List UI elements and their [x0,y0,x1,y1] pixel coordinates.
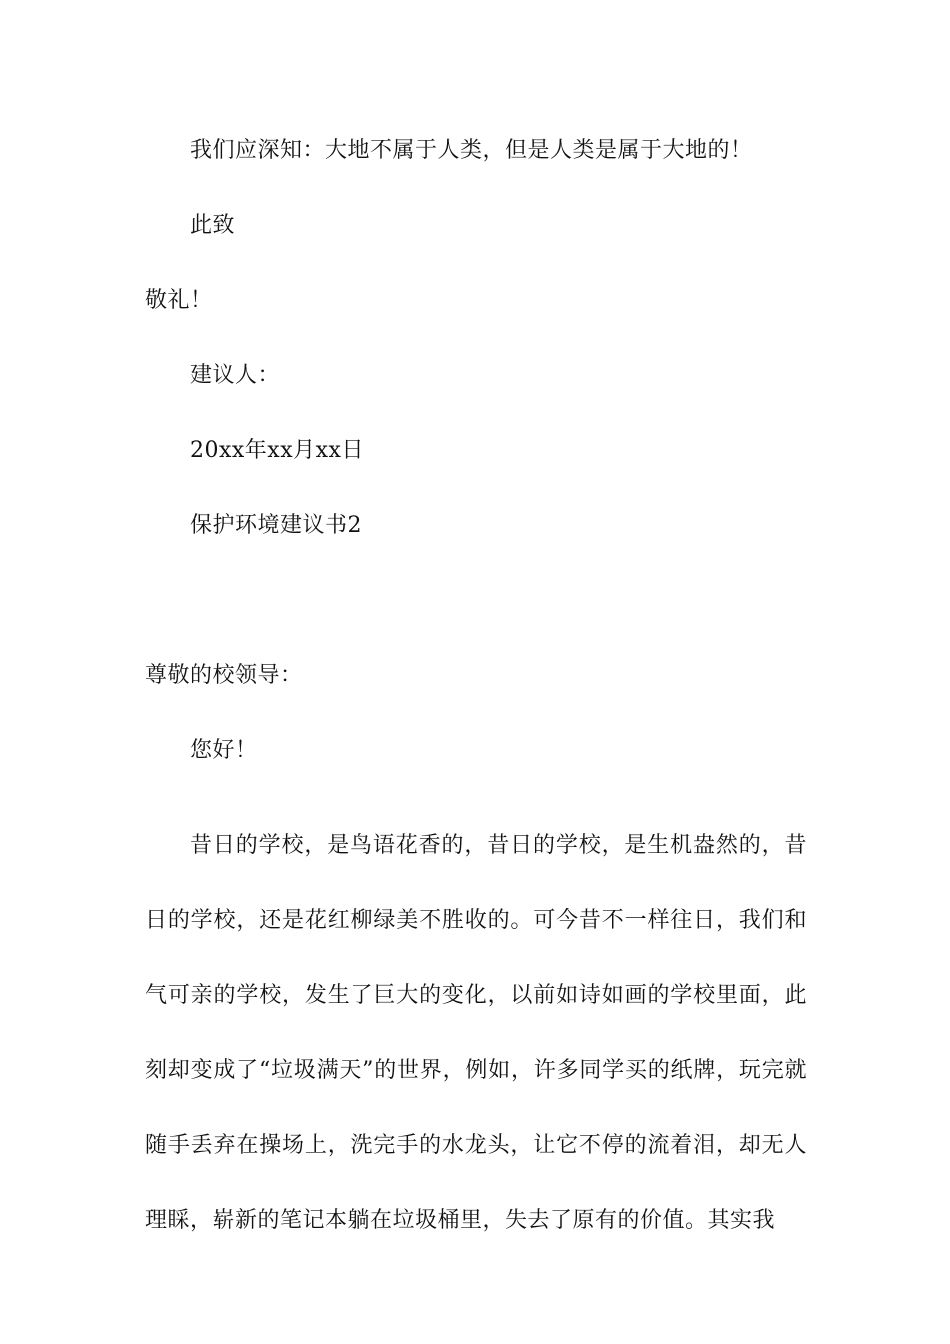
body-paragraph: 昔日的学校，是鸟语花香的，昔日的学校，是生机盎然的，昔日的学校，还是花红柳绿美不胜收的。可今昔不一样往日，我们和气可亲的学校，发生了巨大的变化，以前如诗如画的学校里面，此刻却变成了“垃圾满天”的世界，例如，许多同学买的纸牌，玩完就随手丢弃在操场上，洗完手的水龙头，让它不停的流着泪，却无人理睬，崭新的笔记本躺在垃圾桶里，失去了原有的价值。其实我 [145,833,807,1233]
closing-statement: 我们应深知：大地不属于人类，但是人类是属于大地的！ [190,138,753,163]
greeting-hello: 您好！ [190,738,258,763]
section-title: 保护环境建议书2 [190,513,362,538]
proposer-label: 建议人： [190,363,281,388]
date-line: 20xx年xx月xx日 [190,438,364,463]
salutation-cizhi: 此致 [190,213,236,238]
salutation-jingli: 敬礼！ [145,288,213,313]
greeting-addressee: 尊敬的校领导： [145,663,303,688]
